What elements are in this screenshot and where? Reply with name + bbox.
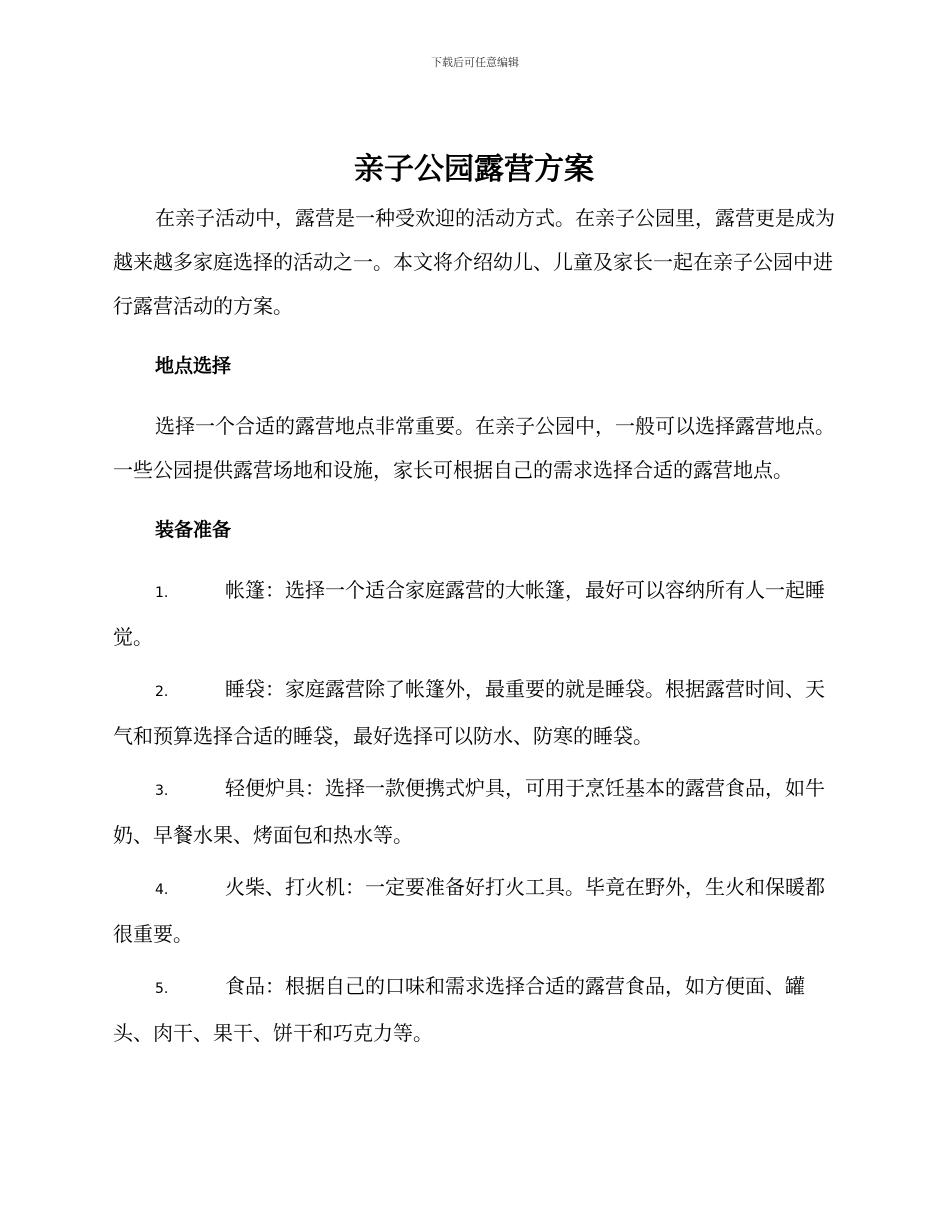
list-item-number: 1.: [155, 585, 169, 601]
list-item-text: 睡袋：家庭露营除了帐篷外，最重要的就是睡袋。根据露营时间、天气和预算选择合适的睡袋，最好选择可以防水、防寒的睡袋。: [113, 677, 825, 748]
list-item: [113, 766, 835, 857]
section-heading-equipment: 装备准备: [155, 519, 232, 541]
list-item-number: 4.: [155, 882, 169, 898]
list-item: [113, 964, 835, 1055]
list-item: [113, 568, 835, 659]
document-title: 亲子公园露营方案: [354, 152, 594, 187]
list-item: [113, 667, 835, 758]
header-note: 下载后可任意编辑: [431, 56, 519, 69]
section-heading-location: 地点选择: [155, 355, 232, 377]
intro-paragraph: 在亲子活动中，露营是一种受欢迎的活动方式。在亲子公园里，露营更是成为越来越多家庭选择的活动之一。本文将介绍幼儿、儿童及家长一起在亲子公园中进行露营活动的方案。: [113, 206, 835, 318]
list-item: [113, 865, 835, 956]
list-item-number: 3.: [155, 783, 169, 799]
list-item-number: 5.: [155, 981, 169, 997]
list-item-text: 帐篷：选择一个适合家庭露营的大帐篷，最好可以容纳所有人一起睡觉。: [113, 578, 825, 649]
document-body: [113, 150, 835, 1063]
location-paragraph: 选择一个合适的露营地点非常重要。在亲子公园中，一般可以选择露营地点。一些公园提供露营场地和设施，家长可根据自己的需求选择合适的露营地点。: [113, 414, 835, 482]
list-item-text: 食品：根据自己的口味和需求选择合适的露营食品，如方便面、罐头、肉干、果干、饼干和巧克力等。: [113, 974, 805, 1045]
list-item-text: 轻便炉具：选择一款便携式炉具，可用于烹饪基本的露营食品，如牛奶、早餐水果、烤面包和热水等。: [113, 776, 825, 847]
list-item-text: 火柴、打火机：一定要准备好打火工具。毕竟在野外，生火和保暖都很重要。: [113, 875, 825, 946]
list-item-number: 2.: [155, 684, 169, 700]
